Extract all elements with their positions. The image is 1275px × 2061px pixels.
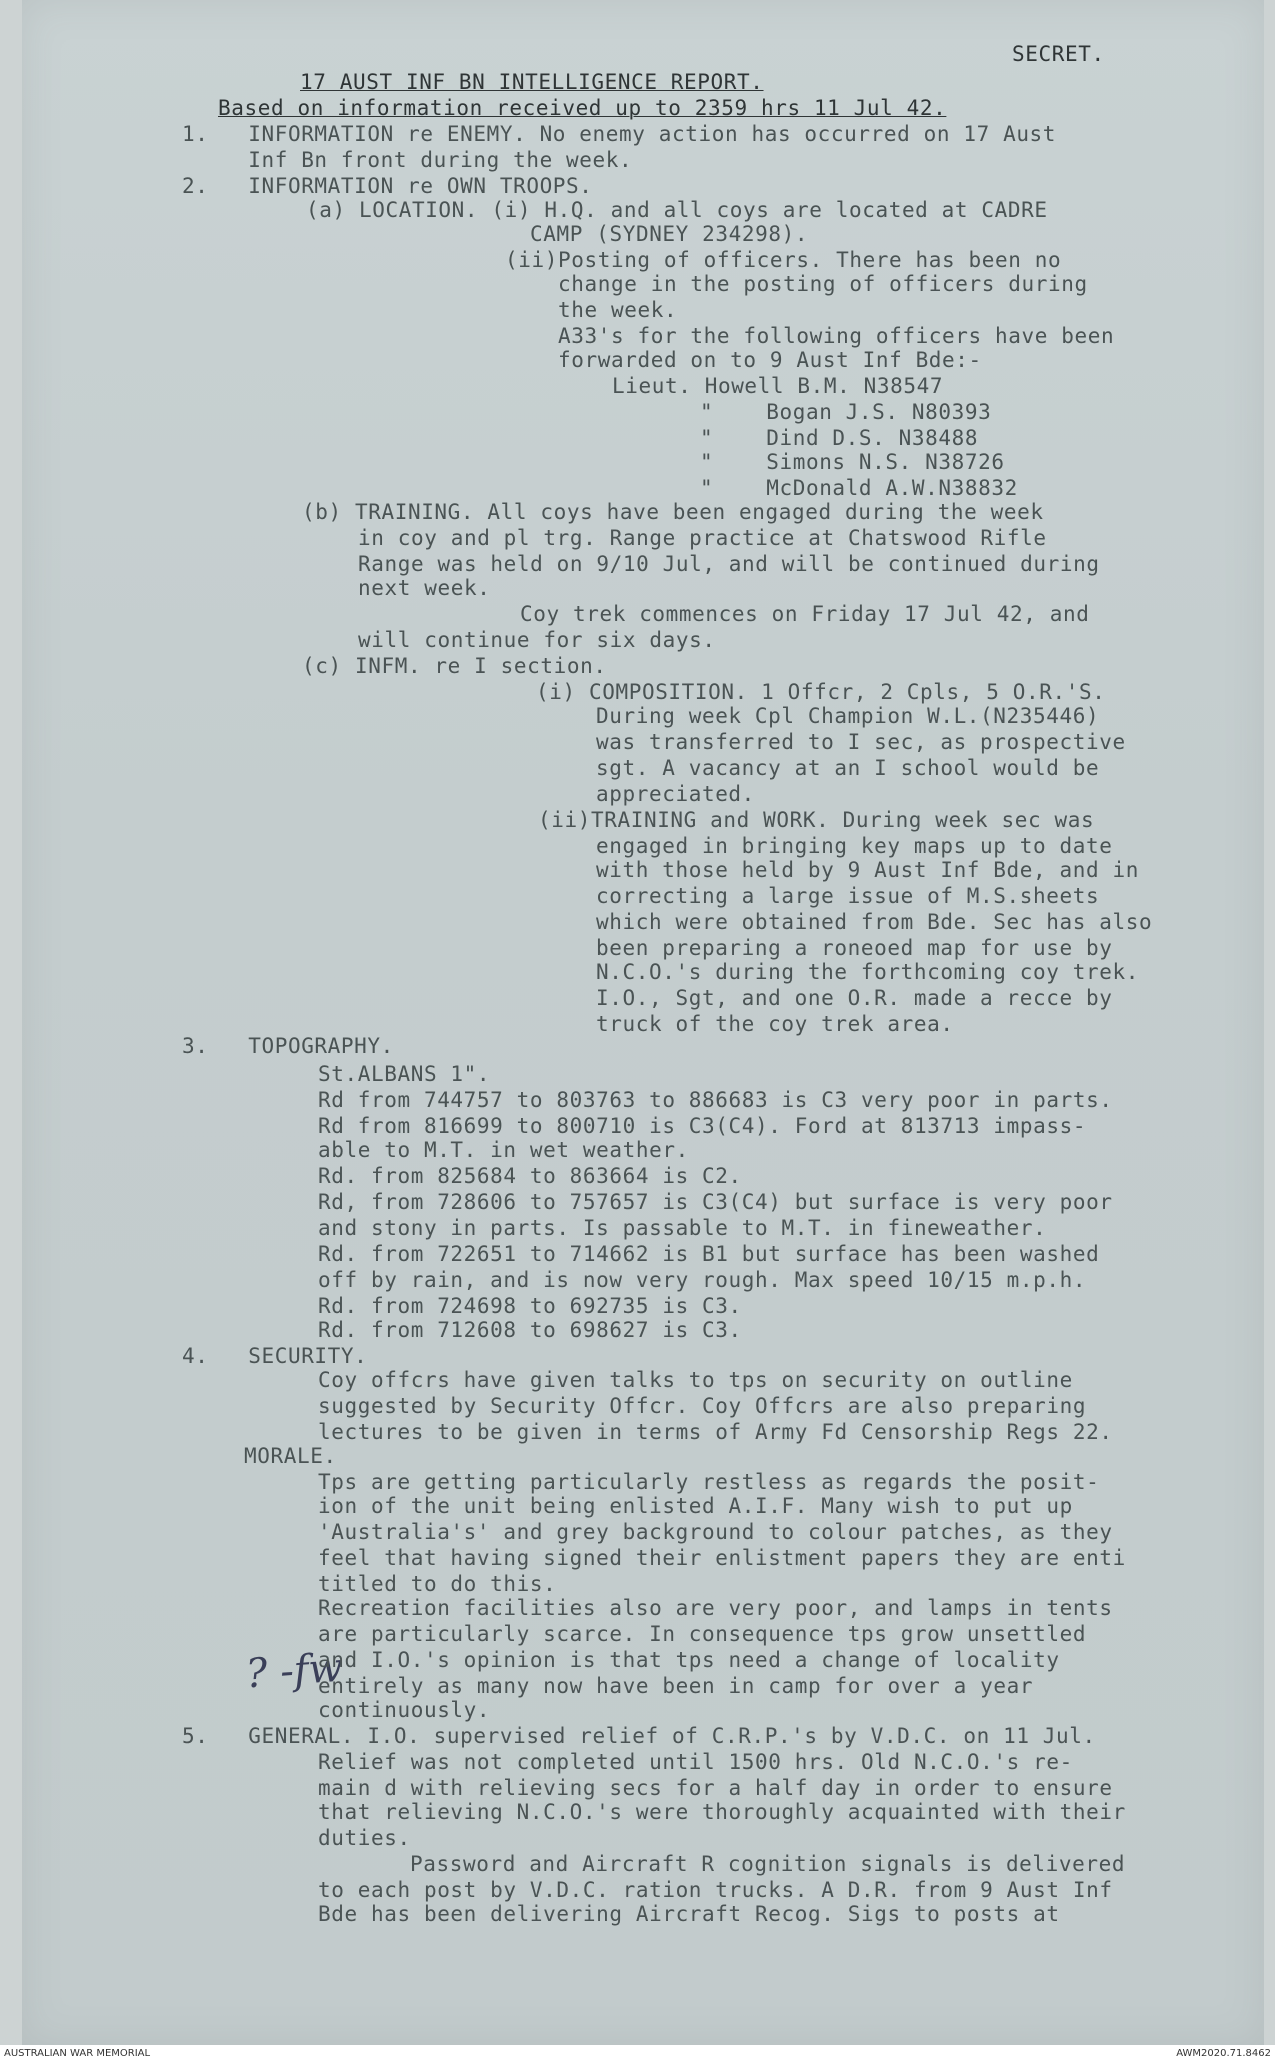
typed-line: titled to do this.	[318, 1572, 557, 1596]
typed-line: (i) COMPOSITION. 1 Offcr, 2 Cpls, 5 O.R.'S.	[536, 680, 1106, 704]
typed-line: Bde has been delivering Aircraft Recog. Sigs to posts at	[318, 1902, 1060, 1926]
typed-line: change in the posting of officers during	[558, 272, 1088, 296]
typed-line: " Dind D.S. N38488	[700, 426, 979, 450]
footer-reference-number: AWM2020.71.8462	[1176, 2048, 1271, 2059]
typed-line: MORALE.	[244, 1444, 337, 1468]
typed-line: forwarded on to 9 Aust Inf Bde:-	[558, 348, 982, 372]
typed-line: duties.	[318, 1826, 411, 1850]
typed-line: " Bogan J.S. N80393	[700, 400, 992, 424]
typed-line: Rd. from 722651 to 714662 is B1 but surface has been washed	[318, 1242, 1100, 1266]
typed-line: Tps are getting particularly restless as regards the posit-	[318, 1470, 1100, 1494]
typed-line: 4. SECURITY.	[182, 1344, 368, 1368]
typed-line: been preparing a roneoed map for use by	[596, 936, 1113, 960]
typed-line: (ii)TRAINING and WORK. During week sec was	[538, 808, 1095, 832]
typed-line: Range was held on 9/10 Jul, and will be continued during	[358, 552, 1100, 576]
footer-archive-name: AUSTRALIAN WAR MEMORIAL	[4, 2048, 151, 2059]
typed-line: will continue for six days.	[358, 628, 716, 652]
typed-line: lectures to be given in terms of Army Fd Censorship Regs 22.	[318, 1420, 1113, 1444]
typed-line: the week.	[558, 298, 678, 322]
typed-line: Inf Bn front during the week.	[182, 148, 633, 172]
typed-line: Coy offcrs have given talks to tps on security on outline	[318, 1368, 1073, 1392]
typed-line: (b) TRAINING. All coys have been engaged during the week	[302, 500, 1044, 524]
typed-line: Rd from 744757 to 803763 to 886683 is C3 very poor in parts.	[318, 1088, 1113, 1112]
typed-line: entirely as many now have been in camp for over a year	[318, 1674, 1034, 1698]
typed-line: that relieving N.C.O.'s were thoroughly acquainted with their	[318, 1800, 1126, 1824]
typed-line: 3. TOPOGRAPHY.	[182, 1034, 394, 1058]
report-title: 17 AUST INF BN INTELLIGENCE REPORT.	[300, 70, 764, 94]
document-paper	[22, 0, 1264, 2045]
typed-line: N.C.O.'s during the forthcoming coy trek.	[596, 960, 1139, 984]
typed-line: are particularly scarce. In consequence tps grow unsettled	[318, 1622, 1087, 1646]
typed-line: sgt. A vacancy at an I school would be	[596, 756, 1100, 780]
typed-line: I.O., Sgt, and one O.R. made a recce by	[596, 986, 1113, 1010]
typed-line: (ii)Posting of officers. There has been no	[505, 248, 1062, 272]
typed-line: in coy and pl trg. Range practice at Chatswood Rifle	[358, 526, 1047, 550]
typed-line: Relief was not completed until 1500 hrs. Old N.C.O.'s re-	[318, 1750, 1073, 1774]
typed-line: St.ALBANS 1".	[318, 1062, 491, 1086]
typed-line: engaged in bringing key maps up to date	[596, 834, 1113, 858]
typed-line: (a) LOCATION. (i) H.Q. and all coys are located at CADRE	[306, 198, 1048, 222]
typed-line: was transferred to I sec, as prospective	[596, 730, 1126, 754]
typed-line: truck of the coy trek area.	[596, 1012, 954, 1036]
typed-line: 5. GENERAL. I.O. supervised relief of C.R.P.'s by V.D.C. on 11 Jul.	[182, 1724, 1096, 1748]
typed-line: 'Australia's' and grey background to colour patches, as they	[318, 1520, 1113, 1544]
typed-line: A33's for the following officers have been	[558, 324, 1115, 348]
typed-line: 2. INFORMATION re OWN TROOPS.	[182, 174, 593, 198]
secret-marking: SECRET.	[1012, 42, 1105, 66]
typed-line: correcting a large issue of M.S.sheets	[596, 884, 1100, 908]
typed-line: with those held by 9 Aust Inf Bde, and in	[596, 858, 1139, 882]
typed-line: (c) INFM. re I section.	[302, 654, 607, 678]
typed-line: ion of the unit being enlisted A.I.F. Many wish to put up	[318, 1494, 1073, 1518]
typed-line: Recreation facilities also are very poor, and lamps in tents	[318, 1596, 1113, 1620]
typed-line: 1. INFORMATION re ENEMY. No enemy action has occurred on 17 Aust	[182, 122, 1057, 146]
typed-line: Rd, from 728606 to 757657 is C3(C4) but surface is very poor	[318, 1190, 1113, 1214]
typed-line: Coy trek commences on Friday 17 Jul 42, and	[520, 602, 1090, 626]
typed-line: feel that having signed their enlistment papers they are enti	[318, 1546, 1126, 1570]
typed-line: next week.	[358, 576, 491, 600]
typed-line: Rd from 816699 to 800710 is C3(C4). Ford at 813713 impass-	[318, 1114, 1087, 1138]
typed-line: Rd. from 712608 to 698627 is C3.	[318, 1318, 742, 1342]
typed-line: off by rain, and is now very rough. Max speed 10/15 m.p.h.	[318, 1268, 1087, 1292]
typed-line: Rd. from 825684 to 863664 is C2.	[318, 1164, 742, 1188]
typed-line: and I.O.'s opinion is that tps need a change of locality	[318, 1648, 1060, 1672]
typed-line: Password and Aircraft R cognition signals is delivered	[410, 1852, 1126, 1876]
typed-line: main d with relieving secs for a half day in order to ensure	[318, 1776, 1113, 1800]
typed-line: which were obtained from Bde. Sec has also	[596, 910, 1153, 934]
typed-line: and stony in parts. Is passable to M.T. in fineweather.	[318, 1216, 1047, 1240]
typed-line: continuously.	[318, 1698, 491, 1722]
typed-line: able to M.T. in wet weather.	[318, 1138, 689, 1162]
typed-line: CAMP (SYDNEY 234298).	[530, 222, 809, 246]
typed-line: suggested by Security Offcr. Coy Offcrs are also preparing	[318, 1394, 1087, 1418]
typed-line: During week Cpl Champion W.L.(N235446)	[596, 704, 1100, 728]
typed-line: appreciated.	[596, 782, 755, 806]
typed-line: " Simons N.S. N38726	[700, 450, 1005, 474]
archive-footer	[0, 2045, 1275, 2061]
typed-line: " McDonald A.W.N38832	[700, 476, 1018, 500]
typed-line: Rd. from 724698 to 692735 is C3.	[318, 1294, 742, 1318]
report-subtitle: Based on information received up to 2359 hrs 11 Jul 42.	[218, 96, 947, 120]
typed-line: Lieut. Howell B.M. N38547	[612, 374, 944, 398]
typed-line: to each post by V.D.C. ration trucks. A D.R. from 9 Aust Inf	[318, 1878, 1113, 1902]
handwritten-annotation: ? -fw	[244, 1644, 345, 1698]
